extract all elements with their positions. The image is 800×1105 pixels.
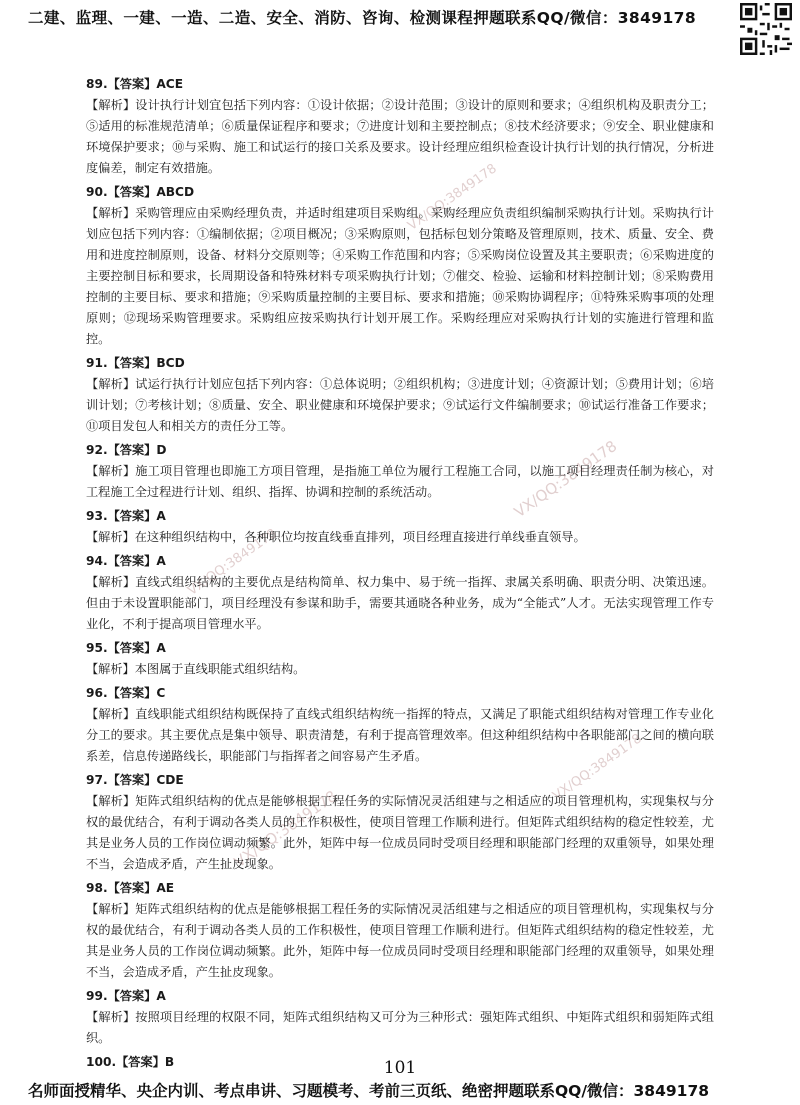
analysis-text: 【解析】在这种组织结构中，各种职位均按直线垂直排列，项目经理直接进行单线垂直领导。: [86, 530, 586, 544]
qr-code-icon: [740, 3, 792, 55]
answer-item: [86, 683, 714, 767]
answer-item: [86, 878, 714, 983]
analysis-text: 【解析】采购管理应由采购经理负责，并适时组建项目采购组。采购经理应负责组织编制采购执行计划。采购执行计划应包括下列内容：①编制依据；②项目概况；③采购原则，包括标包划分策略及管理原则，技术、质量、安全、费用和进度控制原则，设备、材料分交原则等；④采购工作范围和内容；⑤采购岗位设置及其主要职责；⑥采购进度的主要控制目标和要求，长周期设备和特殊材料专项采购执行计划；⑦催交、检验、运输和材料控制计划；⑧采购费用控制的主要目标、要求和措施；⑨采购质量控制的主要目标、要求和措施；⑩采购协调程序；⑪特殊采购事项的处理原则；⑫现场采购管理要求。采购组应按采购执行计划开展工作。采购经理应对采购执行计划的实施进行管理和监控。: [86, 206, 714, 346]
answer-item: [86, 638, 714, 680]
analysis-text: 【解析】试运行执行计划应包括下列内容：①总体说明；②组织机构；③进度计划；④资源计划；⑤费用计划；⑥培训计划；⑦考核计划；⑧质量、安全、职业健康和环境保护要求；⑨试运行文件编制要求；⑩试运行准备工作要求；⑪项目发包人和相关方的责任分工等。: [86, 377, 714, 433]
answer-item: [86, 506, 714, 548]
answer-line: 91.【答案】BCD: [86, 356, 185, 370]
analysis-text: 【解析】本图属于直线职能式组织结构。: [86, 662, 306, 676]
analysis-text: 【解析】按照项目经理的权限不同，矩阵式组织结构又可分为三种形式：强矩阵式组织、中矩阵式组织和弱矩阵式组织。: [86, 1010, 714, 1045]
page-header: [0, 0, 800, 36]
analysis-text: 【解析】直线式组织结构的主要优点是结构简单、权力集中、易于统一指挥、隶属关系明确、职责分明、决策迅速。但由于未设置职能部门，项目经理没有参谋和助手，需要其通晓各种业务，成为“全能式”人才。无法实现管理工作专业化，不利于提高项目管理水平。: [86, 575, 714, 631]
analysis-text: 【解析】直线职能式组织结构既保持了直线式组织结构统一指挥的特点，又满足了职能式组织结构对管理工作专业化分工的要求。其主要优点是集中领导、职责清楚，有利于提高管理效率。但这种组织结构中各职能部门之间的横向联系差，信息传递路线长，职能部门与指挥者之间容易产生矛盾。: [86, 707, 714, 763]
analysis-text: 【解析】矩阵式组织结构的优点是能够根据工程任务的实际情况灵活组建与之相适应的项目管理机构，实现集权与分权的最优结合，有利于调动各类人员的工作积极性，使项目管理工作顺利进行。但矩阵式组织结构的稳定性较差，尤其是业务人员的工作岗位调动频繁。此外，矩阵中每一位成员同时受项目经理和职能部门经理的双重领导，如果处理不当，会造成矛盾，产生扯皮现象。: [86, 794, 714, 871]
watermark: VX/QQ:3849178: [405, 161, 500, 234]
watermark: VX/QQ:3849178: [510, 436, 621, 522]
page-number: 101: [383, 1058, 417, 1078]
answer-line: 89.【答案】ACE: [86, 77, 184, 91]
analysis-text: 【解析】设计执行计划宜包括下列内容：①设计依据；②设计范围；③设计的原则和要求；④组织机构及职责分工；⑤适用的标准规范清单；⑥质量保证程序和要求；⑦进度计划和主要控制点；⑧技术经济要求；⑨安全、职业健康和环境保护要求；⑩与采购、施工和试运行的接口关系及要求。设计经理应组织检查设计执行计划的执行情况，分析进度偏差，制定有效措施。: [86, 98, 714, 175]
answer-item: [86, 551, 714, 635]
answer-item: [86, 440, 714, 503]
answer-line: 97.【答案】CDE: [86, 773, 184, 787]
answer-line: 95.【答案】A: [86, 641, 166, 655]
answer-line: 90.【答案】ABCD: [86, 185, 195, 199]
page-footer: [0, 1076, 800, 1105]
watermark: VX/QQ:3849178: [550, 731, 645, 804]
answer-line: 96.【答案】C: [86, 686, 166, 700]
watermark: VX/QQ:3849178: [185, 526, 280, 599]
answer-line: 99.【答案】A: [86, 989, 166, 1003]
answer-item: [86, 182, 714, 350]
answer-list: [86, 74, 714, 1076]
answer-item: [86, 770, 714, 875]
answer-item: [86, 74, 714, 179]
answer-item: [86, 986, 714, 1049]
watermark: VX/QQ:3849178: [230, 786, 341, 872]
analysis-text: 【解析】施工项目管理也即施工方项目管理，是指施工单位为履行工程施工合同，以施工项目经理责任制为核心，对工程施工全过程进行计划、组织、指挥、协调和控制的系统活动。: [86, 464, 714, 499]
answer-line: 98.【答案】AE: [86, 881, 175, 895]
answer-line: 94.【答案】A: [86, 554, 166, 568]
header-banner-text: 二建、监理、一建、一造、二造、安全、消防、咨询、检测课程押题联系QQ/微信：3849178: [28, 9, 697, 27]
answer-line: 92.【答案】D: [86, 443, 167, 457]
answer-line: 100.【答案】B: [86, 1055, 175, 1069]
footer-banner-text: 名师面授精华、央企内训、考点串讲、习题模考、考前三页纸、绝密押题联系QQ/微信：3849178: [28, 1082, 710, 1100]
answer-line: 93.【答案】A: [86, 509, 166, 523]
analysis-text: 【解析】矩阵式组织结构的优点是能够根据工程任务的实际情况灵活组建与之相适应的项目管理机构，实现集权与分权的最优结合，有利于调动各类人员的工作积极性，使项目管理工作顺利进行。但矩阵式组织结构的稳定性较差，尤其是业务人员的工作岗位调动频繁。此外，矩阵中每一位成员同时受项目经理和职能部门经理的双重领导，如果处理不当，会造成矛盾，产生扯皮现象。: [86, 902, 714, 979]
answer-item: [86, 353, 714, 437]
